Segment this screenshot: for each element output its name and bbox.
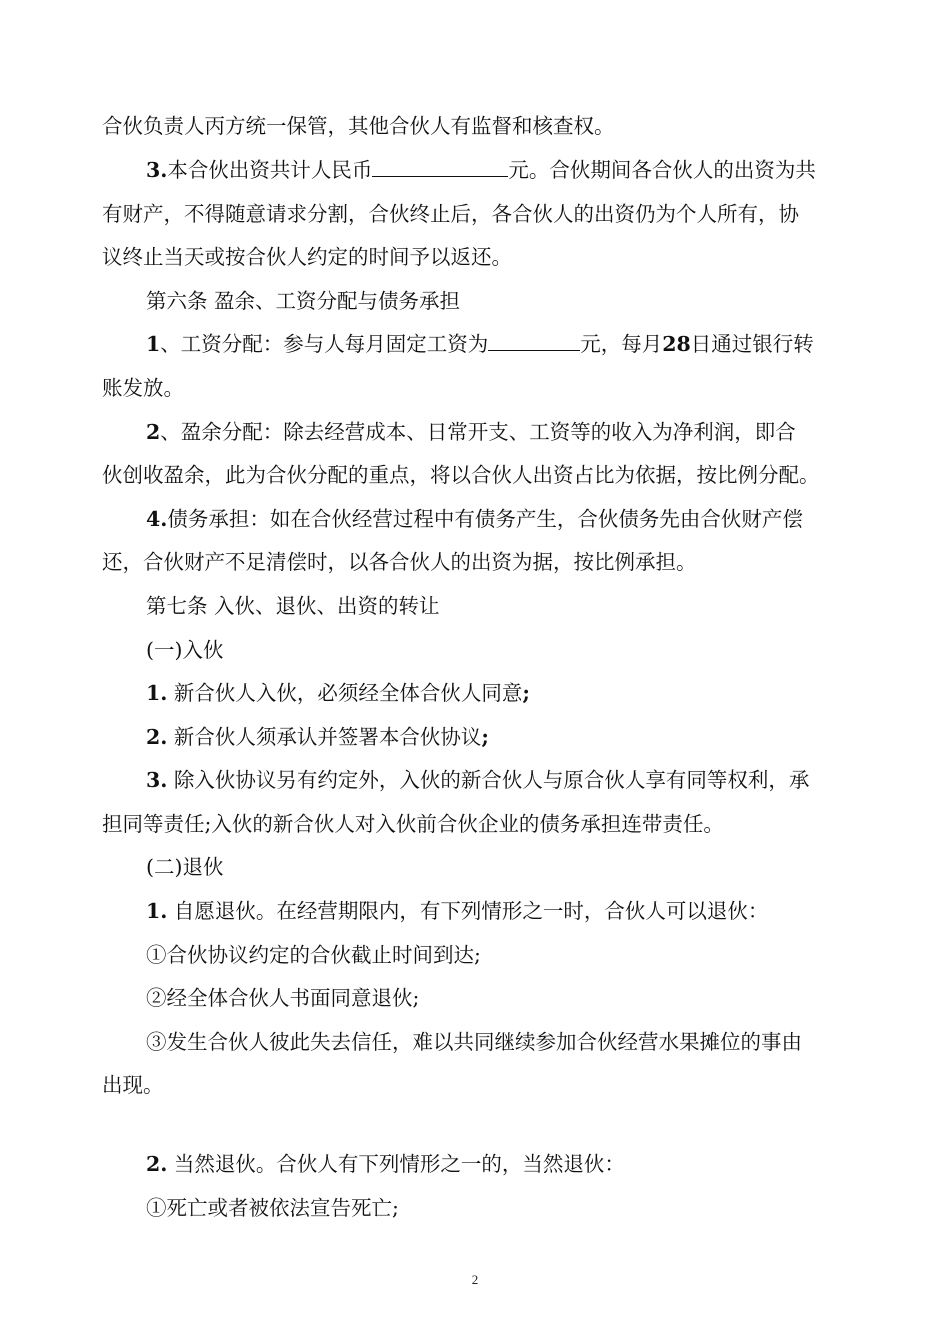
text-line [146, 897, 768, 925]
clause-number: 2 [146, 420, 161, 444]
text-line [146, 1150, 625, 1178]
text-line [146, 330, 814, 358]
clause-number: 3. [146, 768, 168, 792]
text-line [146, 156, 816, 184]
clause-number: 2. [146, 725, 168, 749]
text-span: 元。合伙期间各合伙人的出资为共 [508, 158, 816, 182]
text-line: 合伙负责人丙方统一保管，其他合伙人有监督和核查权。 [102, 114, 615, 138]
text-span: 新合伙人须承认并签署本合伙协议 [167, 725, 482, 749]
text-span: 、盈余分配：除去经营成本、日常开支、工资等的收入为净利润，即合 [160, 420, 796, 444]
text-line: ①死亡或者被依法宣告死亡; [146, 1196, 399, 1220]
text-span: 新合伙人入伙，必须经全体合伙人同意 [167, 681, 523, 705]
text-line: 账发放。 [102, 376, 184, 400]
text-line: 有财产，不得随意请求分割，合伙终止后，各合伙人的出资仍为个人所有，协 [102, 202, 799, 226]
article-heading: 第六条 盈余、工资分配与债务承担 [146, 289, 461, 313]
text-line [146, 723, 489, 751]
text-span: 除入伙协议另有约定外，入伙的新合伙人与原合伙人享有同等权利，承 [167, 768, 810, 792]
text-span: 元，每月 [580, 332, 663, 356]
text-line: 伙创收盈余，此为合伙分配的重点，将以合伙人出资占比为依据，按比例分配。 [102, 463, 820, 487]
text-line: 担同等责任;入伙的新合伙人对入伙前合伙企业的债务承担连带责任。 [102, 812, 724, 836]
text-line: ③发生合伙人彼此失去信任，难以共同继续参加合伙经营水果摊位的事由 [146, 1030, 802, 1054]
text-line [146, 766, 809, 794]
text-line: 议终止当天或按合伙人约定的时间予以返还。 [102, 245, 512, 269]
text-span: ; [522, 681, 530, 705]
section-heading: (二)退伙 [146, 855, 224, 879]
text-line [146, 679, 530, 707]
section-heading: (一)入伙 [146, 638, 224, 662]
text-span: 自愿退伙。在经营期限内，有下列情形之一时，合伙人可以退伙： [167, 899, 769, 923]
blank-amount [372, 156, 508, 177]
text-span: 本合伙出资共计人民币 [167, 158, 373, 182]
text-span: 债务承担：如在合伙经营过程中有债务产生，合伙债务先由合伙财产偿 [167, 507, 803, 531]
clause-number: 1 [146, 332, 161, 356]
text-span: 、工资分配：参与人每月固定工资为 [160, 332, 489, 356]
blank-salary [488, 330, 580, 351]
text-line [146, 418, 796, 446]
text-line [146, 505, 803, 533]
text-line: 还，合伙财产不足清偿时，以各合伙人的出资为据，按比例承担。 [102, 550, 697, 574]
text-line: ①合伙协议约定的合伙截止时间到达; [146, 943, 481, 967]
text-span: 当然退伙。合伙人有下列情形之一的，当然退伙： [167, 1152, 625, 1176]
text-span: ; [481, 725, 489, 749]
day-number: 28 [662, 332, 691, 356]
clause-number: 3. [146, 158, 168, 182]
text-span: 日通过银行转 [690, 332, 814, 356]
article-heading: 第七条 入伙、退伙、出资的转让 [146, 594, 440, 618]
clause-number: 1. [146, 681, 168, 705]
text-line: ②经全体合伙人书面同意退伙; [146, 986, 420, 1010]
page-number: 2 [471, 1272, 479, 1287]
clause-number: 1. [146, 899, 168, 923]
clause-number: 2. [146, 1152, 168, 1176]
clause-number: 4. [146, 507, 168, 531]
text-line: 出现。 [102, 1073, 164, 1097]
